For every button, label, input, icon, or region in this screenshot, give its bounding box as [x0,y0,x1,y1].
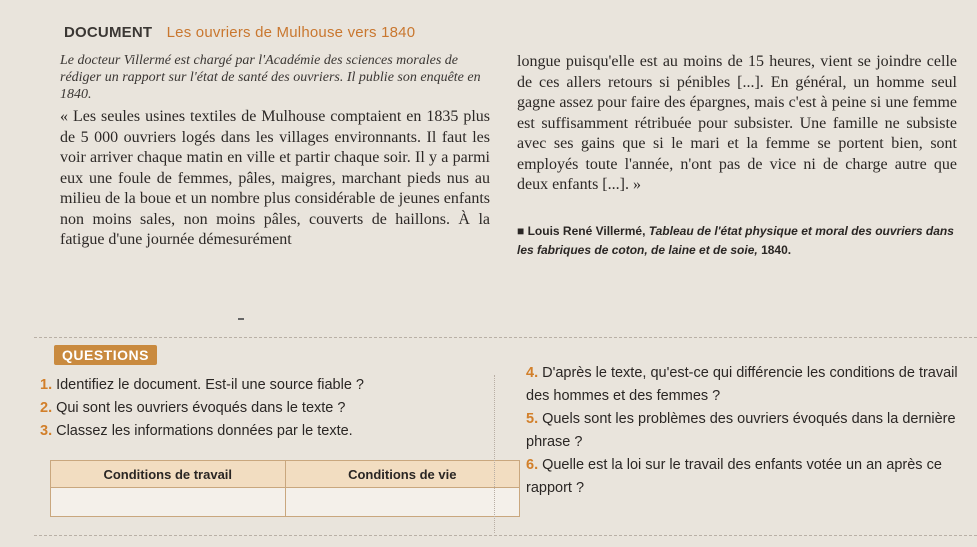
question-1 [40,374,520,397]
quote-part-2: longue puisqu'elle est au moins de 15 heures, vient se joindre celle de ces allers retours si pénibles [...]. En général, un homme seul gagne assez pour faire des épargnes, mais c'est à peine si une femme est suffisamment rétribuée pour subsister. Une famille ne subsiste avec ses gains que si le mari et la femme se portent bien, sont employés toute l'année, n'ont pas de vice ni de charge autre que deux enfants [...]. » [517,53,957,193]
table-cell [285,488,520,517]
table-row [51,488,520,517]
question-number: 5. [526,411,539,427]
question-6 [526,454,976,500]
questions-section [34,337,977,538]
classification-table [50,460,520,517]
question-text: Quels sont les problèmes des ouvriers évoqués dans la dernière phrase ? [526,411,956,450]
citation-author: ■ Louis René Villermé, [517,223,646,238]
citation-year: 1840. [761,242,792,257]
question-number: 3. [40,423,53,439]
question-text: Qui sont les ouvriers évoqués dans le texte ? [56,400,346,416]
quote-part-1: « Les seules usines textiles de Mulhouse comptaient en 1835 plus de 5 000 ouvriers logés dans les villages environnants. Il faut les voir arriver chaque matin en ville et partir chaque soir. Il y a parmi eux une foule de femmes, pâles, maigres, marchant pieds nus au milieu de la boue et un nombre plus considérable de jeunes enfants non moins sales, non moins pâles, couverts de haillons. À la fatigue d'une journée démesurément [60,108,490,248]
question-text: Classez les informations données par le texte. [56,423,353,439]
document-header [64,24,415,41]
question-number: 2. [40,400,53,416]
question-text: Identifiez le document. Est-il une source fiable ? [56,377,364,393]
pen-mark [238,318,244,320]
table-header-row [51,461,520,488]
column-divider [494,375,495,533]
document-label: DOCUMENT [64,24,153,41]
question-4 [526,362,976,408]
question-text: Quelle est la loi sur le travail des enfants votée un an après ce rapport ? [526,457,942,496]
table-header-life: Conditions de vie [285,461,520,488]
question-3 [40,420,520,443]
questions-list-left [40,374,520,443]
question-2 [40,397,520,420]
document-title: Les ouvriers de Mulhouse vers 1840 [166,24,416,41]
question-number: 1. [40,377,53,393]
question-5 [526,408,976,454]
questions-badge: QUESTIONS [54,345,157,365]
table-header-work: Conditions de travail [51,461,286,488]
table-cell [51,488,286,517]
source-citation [517,222,957,260]
question-number: 6. [526,457,539,473]
text-column-left [60,52,490,251]
document-intro: Le docteur Villermé est chargé par l'Académie des sciences morales de rédiger un rapport sur l'état de santé des ouvriers. Il publie son enquête en 1840. [60,53,481,102]
citation-work: Tableau de l'état physique et moral des ouvriers dans les fabriques de coton, de laine et de soie, [517,223,954,257]
question-number: 4. [526,365,539,381]
question-text: D'après le texte, qu'est-ce qui différencie les conditions de travail des hommes et des femmes ? [526,365,958,404]
bottom-divider [34,535,977,536]
text-column-right [517,52,957,260]
questions-list-right [526,362,976,500]
